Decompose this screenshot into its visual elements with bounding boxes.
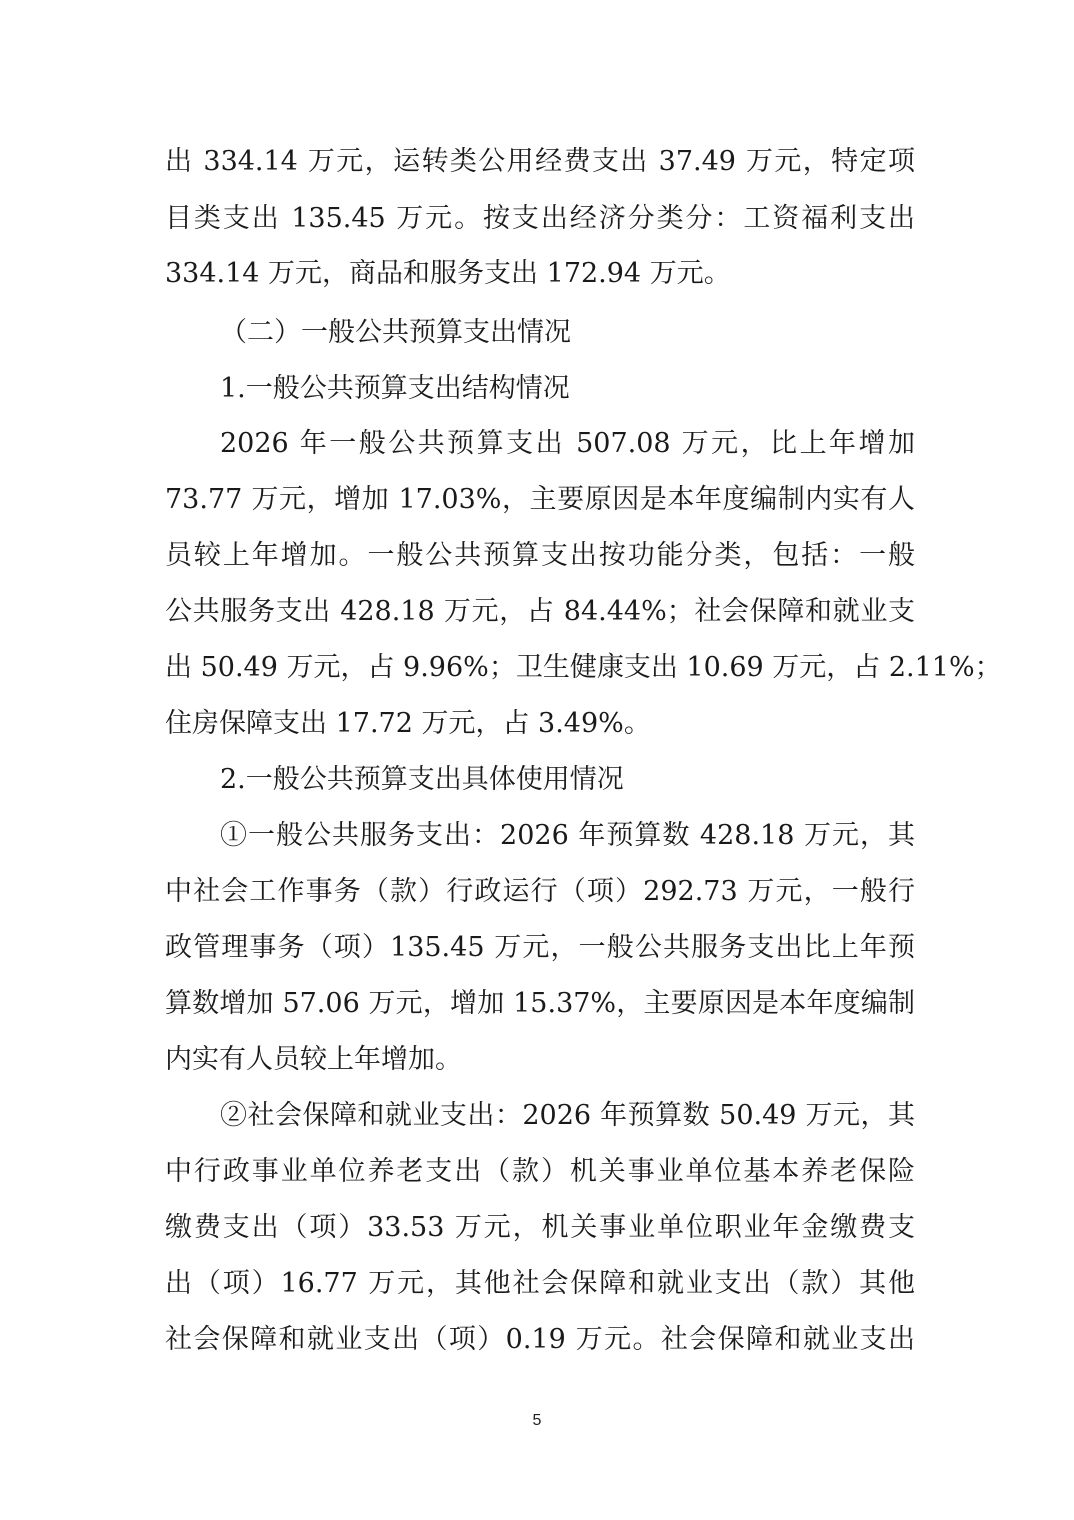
paragraph-line: 334.14 万元，商品和服务支出 172.94 万元。 <box>165 258 731 289</box>
paragraph-line: 政管理事务（项）135.45 万元，一般公共服务支出比上年预 <box>165 932 915 963</box>
paragraph-line: ①一般公共服务支出：2026 年预算数 428.18 万元，其 <box>220 820 915 851</box>
subsection-heading: 2.一般公共预算支出具体使用情况 <box>220 764 624 795</box>
paragraph-line: 目类支出 135.45 万元。按支出经济分类分：工资福利支出 <box>165 203 915 234</box>
paragraph-line: 公共服务支出 428.18 万元，占 84.44%；社会保障和就业支 <box>165 596 915 627</box>
paragraph-line: 中行政事业单位养老支出（款）机关事业单位基本养老保险 <box>165 1156 915 1187</box>
paragraph-line: 73.77 万元，增加 17.03%，主要原因是本年度编制内实有人 <box>165 484 915 515</box>
paragraph-line: 员较上年增加。一般公共预算支出按功能分类，包括：一般 <box>165 540 915 571</box>
page-number: 5 <box>532 1412 542 1429</box>
paragraph-line: 算数增加 57.06 万元，增加 15.37%，主要原因是本年度编制 <box>165 988 915 1019</box>
paragraph-line: 住房保障支出 17.72 万元，占 3.49%。 <box>165 708 651 739</box>
paragraph-line: 内实有人员较上年增加。 <box>165 1044 462 1075</box>
paragraph-line: ②社会保障和就业支出：2026 年预算数 50.49 万元，其 <box>220 1100 915 1131</box>
paragraph-line: 2026 年一般公共预算支出 507.08 万元，比上年增加 <box>220 428 915 459</box>
paragraph-line: 出（项）16.77 万元，其他社会保障和就业支出（款）其他 <box>165 1268 915 1299</box>
paragraph-line: 中社会工作事务（款）行政运行（项）292.73 万元，一般行 <box>165 876 915 907</box>
section-heading: （二）一般公共预算支出情况 <box>220 317 571 348</box>
paragraph-line: 出 50.49 万元，占 9.96%；卫生健康支出 10.69 万元，占 2.11%； <box>165 652 1002 683</box>
paragraph-line: 出 334.14 万元，运转类公用经费支出 37.49 万元，特定项 <box>165 146 915 177</box>
paragraph-line: 社会保障和就业支出（项）0.19 万元。社会保障和就业支出 <box>165 1324 915 1355</box>
subsection-heading: 1.一般公共预算支出结构情况 <box>220 373 570 404</box>
paragraph-line: 缴费支出（项）33.53 万元，机关事业单位职业年金缴费支 <box>165 1212 915 1243</box>
